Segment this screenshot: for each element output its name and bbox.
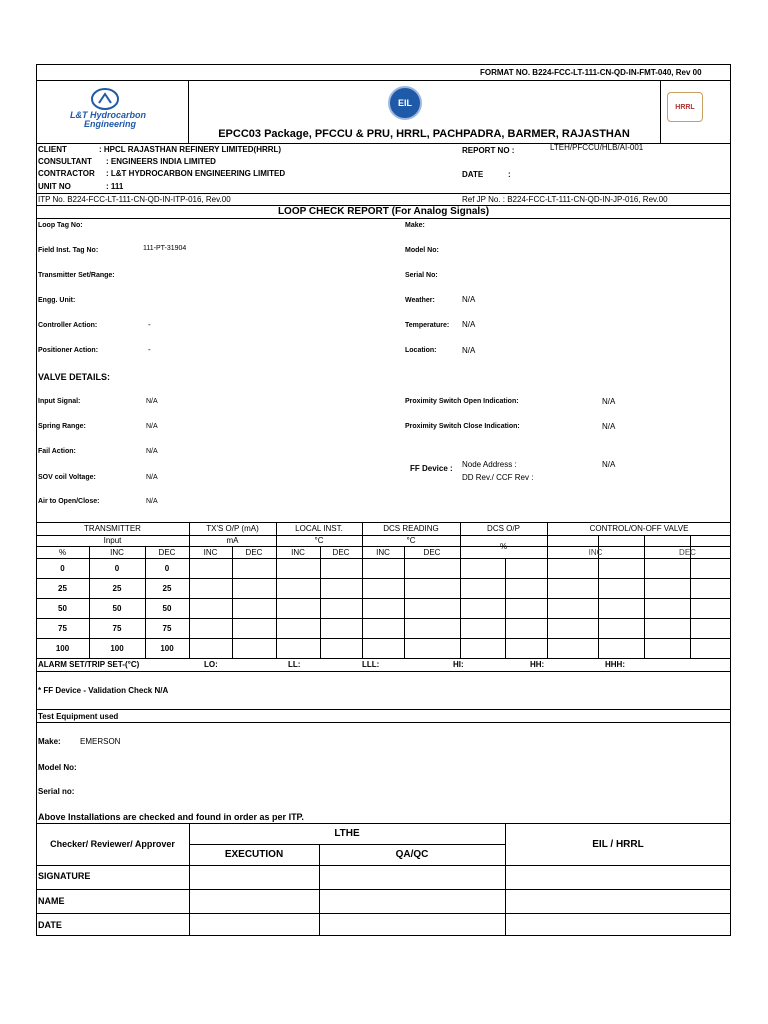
checker-header: Checker/ Reviewer/ Approver — [50, 839, 175, 849]
eil-hrrl-header: EIL / HRRL — [592, 838, 644, 850]
report-no-value: LTEH/PFCCU/HLB/AI-001 — [550, 143, 644, 152]
table-cell: 75 — [58, 623, 67, 633]
sub-input: Input — [103, 536, 122, 545]
table-cell: 0 — [60, 563, 65, 573]
sub-dec: DEC — [332, 547, 350, 557]
sub-inc: INC — [291, 547, 305, 557]
sub-inc: INC — [376, 547, 390, 557]
project-title: EPCC03 Package, PFCCU & PRU, HRRL, PACHPADRA, BARMER, RAJASTHAN — [218, 128, 630, 140]
air-to-open-label: Air to Open/Close: — [38, 498, 100, 505]
field-tag-label: Field Inst. Tag No: — [38, 247, 99, 254]
temperature-value: N/A — [462, 320, 476, 329]
transmitter-range-label: Transmitter Set/Range: — [38, 272, 115, 279]
location-value: N/A — [462, 346, 476, 355]
table-cell: 50 — [58, 603, 67, 613]
col-tx-op: TX'S O/P (mA) — [206, 524, 259, 533]
sov-voltage-label: SOV coil Voltage: — [38, 474, 96, 481]
node-address-value: N/A — [602, 460, 616, 469]
dd-rev-label: DD Rev./ CCF Rev : — [462, 473, 534, 482]
equipment-make-value: EMERSON — [80, 737, 121, 746]
lt-logo-line1: L&T Hydrocarbon — [70, 110, 147, 120]
col-control-valve: CONTROL/ON-OFF VALVE — [589, 524, 689, 533]
date-row-label: DATE — [38, 920, 62, 930]
alarm-hh: HH: — [530, 660, 545, 669]
lt-logo-icon — [90, 88, 120, 110]
alarm-hhh: HHH: — [605, 660, 625, 669]
positioner-action-label: Positioner Action: — [38, 347, 99, 354]
table-cell: 25 — [58, 583, 67, 593]
engg-unit-label: Engg. Unit: — [38, 297, 76, 304]
table-cell: 75 — [162, 623, 172, 633]
sub-degc-dcs: °C — [406, 536, 416, 545]
alarm-lll: LLL: — [362, 660, 380, 669]
consultant-label: CONSULTANT — [38, 157, 92, 166]
prox-open-value: N/A — [602, 397, 616, 406]
weather-value: N/A — [462, 295, 476, 304]
field-tag-value: 111-PT-31904 — [143, 245, 187, 252]
location-label: Location: — [405, 347, 437, 354]
input-signal-value: N/A — [146, 398, 158, 405]
unit-label: UNIT NO — [38, 182, 71, 191]
prox-close-label: Proximity Switch Close Indication: — [405, 423, 520, 430]
alarm-lo: LO: — [204, 660, 218, 669]
test-equipment-title: Test Equipment used — [38, 712, 119, 721]
alarm-set-label: ALARM SET/TRIP SET-(°C) — [38, 660, 140, 669]
contractor-value: : L&T HYDROCARBON ENGINEERING LIMITED — [106, 169, 286, 178]
serial-no-label: Serial No: — [405, 272, 438, 279]
format-number: FORMAT NO. B224-FCC-LT-111-CN-QD-IN-FMT-040, Rev 00 — [480, 68, 702, 77]
sub-degc-local: °C — [314, 536, 324, 545]
name-row-label: NAME — [38, 896, 65, 906]
air-to-open-value: N/A — [146, 498, 158, 505]
equipment-model-label: Model No: — [38, 763, 77, 772]
table-cell: 25 — [112, 583, 122, 593]
unit-value: : 111 — [106, 182, 124, 191]
lthe-header: LTHE — [334, 828, 360, 839]
table-cell: 100 — [55, 643, 70, 653]
signature-row-label: SIGNATURE — [38, 871, 91, 881]
itp-number: ITP No. B224-FCC-LT-111-CN-QD-IN-ITP-016, Rev.00 — [38, 195, 231, 204]
sub-dec-valve: DEC — [679, 547, 696, 557]
equipment-serial-label: Serial no: — [38, 787, 75, 796]
table-cell: 0 — [114, 563, 120, 573]
spring-range-value: N/A — [146, 423, 158, 430]
sub-inc-valve: INC — [588, 547, 603, 557]
sub-inc: INC — [110, 547, 124, 557]
col-dcs-reading: DCS READING — [383, 524, 439, 533]
eil-logo-icon: EIL — [388, 86, 422, 120]
prox-open-label: Proximity Switch Open Indication: — [405, 398, 519, 405]
ff-validation-note: * FF Device - Validation Check N/A — [38, 686, 169, 695]
col-dcs-op: DCS O/P — [487, 524, 520, 533]
table-cell: 50 — [162, 603, 172, 613]
report-no-label: REPORT NO : — [462, 146, 515, 155]
table-cell: 50 — [112, 603, 122, 613]
consultant-value: : ENGINEERS INDIA LIMITED — [106, 157, 216, 166]
ff-device-label: FF Device : — [410, 464, 453, 473]
valve-details-title: VALVE DETAILS: — [38, 372, 110, 382]
model-no-label: Model No: — [405, 247, 439, 254]
sub-ma: mA — [226, 536, 239, 545]
sub-inc: INC — [203, 547, 218, 557]
fail-action-label: Fail Action: — [38, 448, 76, 455]
positioner-action-value: - — [148, 345, 151, 354]
table-cell: 100 — [110, 643, 124, 653]
prox-close-value: N/A — [602, 422, 616, 431]
temperature-label: Temperature: — [405, 322, 450, 329]
date-value: : — [508, 170, 511, 179]
qaqc-header: QA/QC — [395, 849, 429, 860]
spring-range-label: Spring Range: — [38, 423, 86, 430]
col-transmitter: TRANSMITTER — [84, 524, 141, 533]
controller-action-label: Controller Action: — [38, 322, 98, 329]
col-local-inst: LOCAL INST. — [295, 524, 343, 533]
weather-label: Weather: — [405, 297, 435, 304]
execution-header: EXECUTION — [224, 849, 284, 860]
sub-dec: DEC — [423, 547, 441, 557]
equipment-make-label: Make: — [38, 737, 61, 746]
table-cell: 25 — [162, 583, 172, 593]
alarm-hi: HI: — [453, 660, 464, 669]
client-label: CLIENT — [38, 145, 67, 154]
hrrl-logo-icon: HRRL — [667, 92, 703, 122]
client-value: : HPCL RAJASTHAN REFINERY LIMITED(HRRL) — [99, 145, 282, 154]
ref-jp-number: Ref JP No. : B224-FCC-LT-111-CN-QD-IN-JP-016, Rev.00 — [462, 195, 668, 204]
date-label: DATE — [462, 170, 484, 179]
controller-action-value: - — [148, 320, 151, 329]
alarm-ll: LL: — [288, 660, 301, 669]
sub-dec: DEC — [158, 547, 176, 557]
lt-logo-line2: Engineering — [84, 119, 137, 129]
itp-confirmation-note: Above Installations are checked and found in order as per ITP. — [38, 812, 304, 822]
make-label: Make: — [405, 222, 425, 229]
report-title: LOOP CHECK REPORT (For Analog Signals) — [277, 206, 490, 217]
loop-tag-label: Loop Tag No: — [38, 222, 83, 229]
sub-dec: DEC — [245, 547, 263, 557]
table-cell: 0 — [164, 563, 170, 573]
sov-voltage-value: N/A — [146, 474, 158, 481]
input-signal-label: Input Signal: — [38, 398, 81, 405]
table-cell: 75 — [112, 623, 122, 633]
node-address-label: Node Address : — [462, 460, 517, 469]
fail-action-value: N/A — [146, 448, 158, 455]
contractor-label: CONTRACTOR — [38, 169, 95, 178]
table-cell: 100 — [160, 643, 174, 653]
sub-percent: % — [58, 547, 67, 557]
sub-pct-dcs-op: % — [499, 542, 508, 551]
